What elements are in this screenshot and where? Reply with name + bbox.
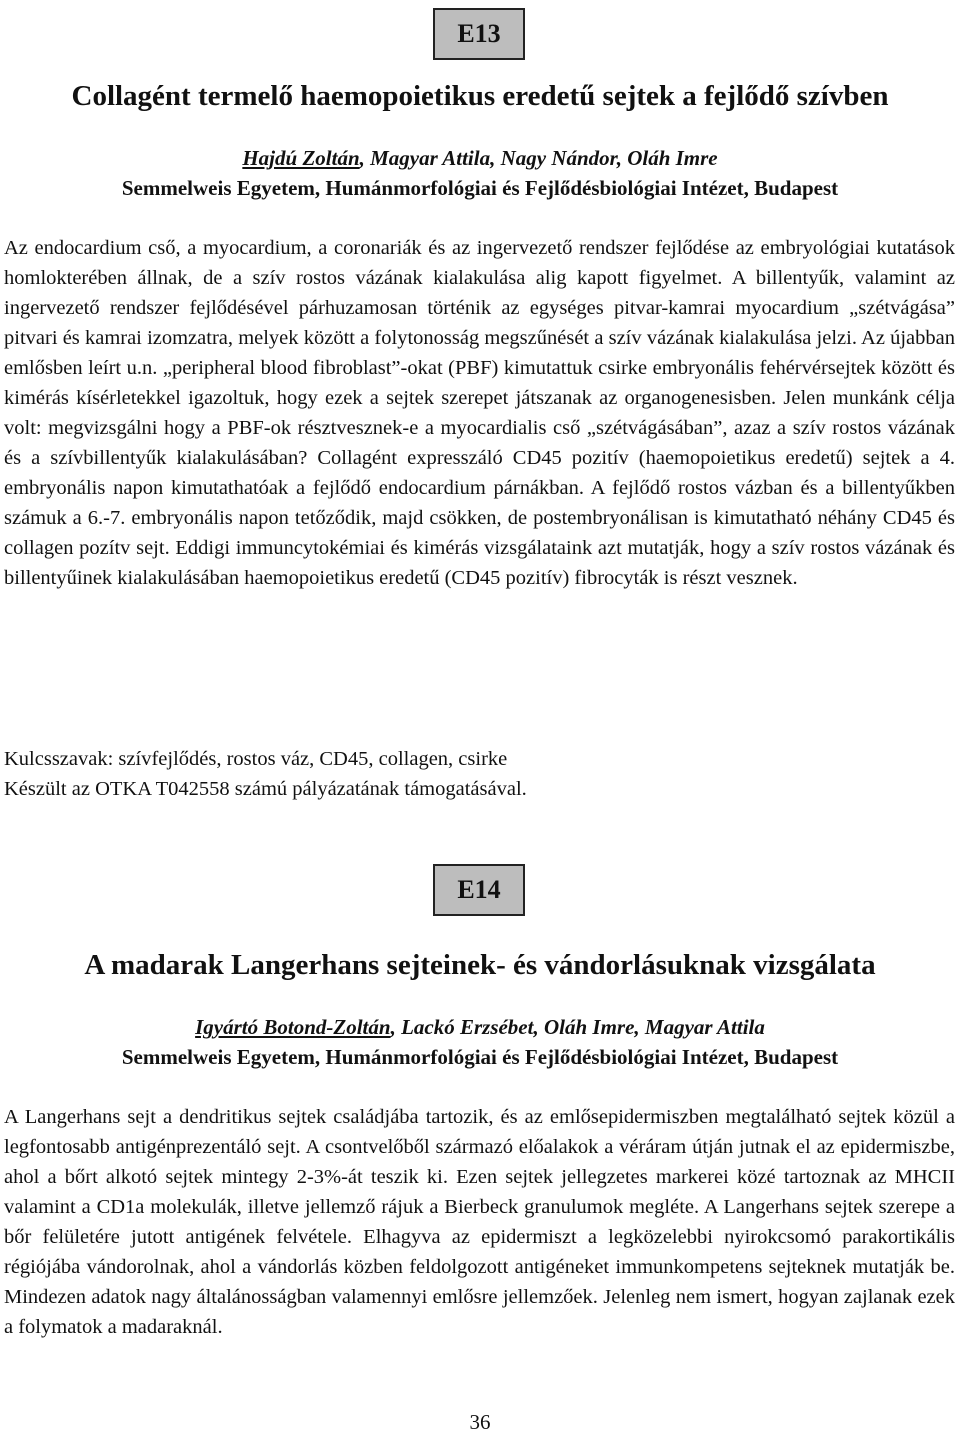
- funding-note: Készült az OTKA T042558 számú pályázatának támogatásával.: [4, 778, 527, 800]
- page-number: 36: [469, 1410, 491, 1434]
- affiliation: Semmelweis Egyetem, Humánmorfológiai és Fejlődésbiológiai Intézet, Budapest: [121, 1045, 839, 1069]
- affiliation: Semmelweis Egyetem, Humánmorfológiai és Fejlődésbiológiai Intézet, Budapest: [121, 176, 839, 200]
- presenting-author: Igyártó Botond-Zoltán: [195, 1015, 391, 1039]
- abstract-body: [4, 1102, 955, 1342]
- abstract-code: E14: [457, 875, 501, 904]
- abstract-code-box: [433, 8, 525, 60]
- abstract-paragraph: Az endocardium cső, a myocardium, a coronariák és az ingervezető rendszer fejlődése az embryológiai kutatások homlokterében állnak, de a szív rostos vázának kialakulása alig kapott figyelmet. A billentyűk, valamint az ingervezető rendszer fejlődésével párhuzamosan történik az egységes pitvar-kamrai myocardium „szétvágása” pitvari és kamrai izomzatra, melyek között a folytonosság megszűnését a szív vázának kialakulása jelzi. Az újabban emlősben leírt u.n. „peripheral blood fibroblast”-okat (PBF) kimutattuk csirke embryonális fehérvérsejtek között és kimérás kísérletekkel igazoltuk, hogy ezek a sejtek szerepet játszanak az organogenesisben. Jelen munkánk célja volt: megvizsgálni hogy a PBF-ok résztvesznek-e a myocardialis cső „szétvágásában”, azaz a szív rostos vázának és a szívbillentyűk kialakulásában? Collagént expresszáló CD45 pozitív (haemopoietikus eredetű) sejtek a 4. embryonális napon kimutathatóak a fejlődő endocardium párnákban. A fejlődő rostos vázban és a billentyűkben számuk a 6.-7. embryonális napon tetőződik, majd csökken, de postembryonálisan is kimutatható néhány CD45 és collagen pozítv sejt. Eddigi immuncytokémiai és kimérás vizsgálataink azt mutatják, hogy a szív rostos vázának és billentyűinek kialakulásában haemopoietikus eredetű (CD45 pozitív) fibrocyták is részt vesznek.: [4, 237, 955, 589]
- author-line: [0, 146, 960, 171]
- abstract-title: A madarak Langerhans sejteinek- és vándorlásuknak vizsgálata: [84, 949, 876, 981]
- co-authors: , Magyar Attila, Nagy Nándor, Oláh Imre: [359, 146, 718, 170]
- keywords: Kulcsszavak: szívfejlődés, rostos váz, CD45, collagen, csirke: [4, 748, 508, 770]
- author-line: [0, 1015, 960, 1040]
- presenting-author: Hajdú Zoltán: [242, 146, 360, 170]
- abstract-body: [4, 233, 955, 593]
- abstract-code: E13: [457, 19, 501, 48]
- abstract-title: Collagént termelő haemopoietikus eredetű sejtek a fejlődő szívben: [71, 80, 889, 112]
- abstract-paragraph: A Langerhans sejt a dendritikus sejtek családjába tartozik, és az emlősepidermiszben megtalálható sejtek közül a legfontosabb antigénprezentáló sejt. A csontvelőből származó előalakok a véráram útján jutnak el az epidermiszbe, ahol a bőrt alkotó sejtek mintegy 2-3%-át teszik ki. Ezen sejtek jellegzetes markerei közé tartoznak az MHCII valamint a CD1a molekulák, illetve jellemző rájuk a Bierbeck granulumok megléte. A Langerhans sejtek szerepe a bőr felületére jutott antigének felvétele. Elhagyva az epidermiszt a legközelebbi nyirokcsomó parakortikális régiójába vándorolnak, ahol a vándorlás közben feldolgozott antigéneket immunkompetens sejteknek mutatják be. Mindezen adatok nagy általánosságban valamennyi emlősre jellemzőek. Jelenleg nem ismert, hogyan zajlanak ezek a folymatok a madaraknál.: [4, 1106, 955, 1338]
- co-authors: , Lackó Erzsébet, Oláh Imre, Magyar Attila: [390, 1015, 765, 1039]
- abstract-code-box: [433, 864, 525, 916]
- abstract-notes: [4, 744, 955, 804]
